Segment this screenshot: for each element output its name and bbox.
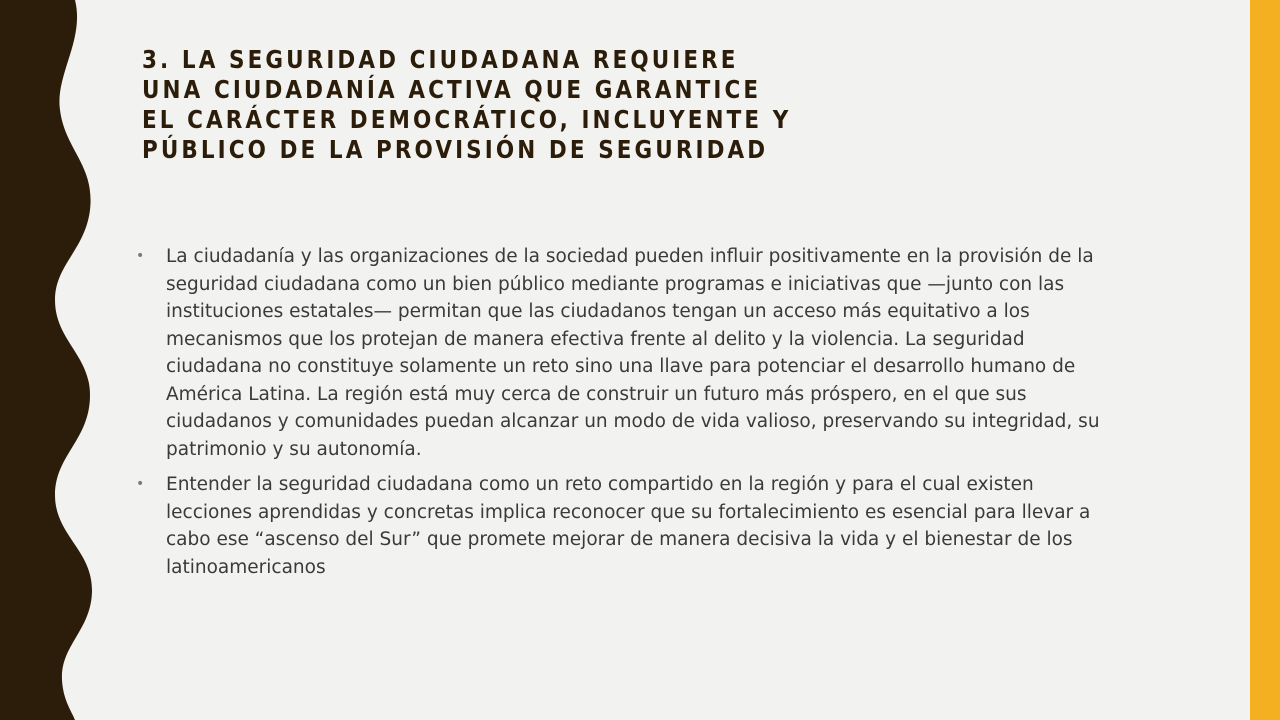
text-line: latinoamericanos [166, 556, 326, 578]
bullet-text [166, 243, 1216, 463]
right-accent-stripe [1250, 0, 1280, 720]
title-line: EL CARÁCTER DEMOCRÁTICO, INCLUYENTE Y [142, 105, 792, 134]
text-line: ciudadana no constituye solamente un reto sino una llave para potenciar el desarrollo humano de [166, 356, 1076, 377]
text-line: seguridad ciudadana como un bien público mediante programas e iniciativas que —junto con las [166, 273, 1065, 295]
title-line: UNA CIUDADANÍA ACTIVA QUE GARANTICE [142, 75, 762, 104]
bullet-dot-icon: • [136, 476, 145, 492]
bullet-item [136, 243, 1216, 463]
text-line: Entender la seguridad ciudadana como un reto compartido en la región y para el cual existen [166, 474, 1034, 495]
text-line: La ciudadanía y las organizaciones de la sociedad pueden influir positivamente en la provisión de la [166, 246, 1094, 267]
text-line: ciudadanos y comunidades puedan alcanzar un modo de vida valioso, preservando su integridad, su [166, 411, 1100, 432]
bullet-item [136, 471, 1216, 581]
bullet-text [166, 471, 1216, 581]
wave-shape [0, 0, 92, 720]
text-line: América Latina. La región está muy cerca de construir un futuro más próspero, en el que sus [166, 383, 1027, 405]
text-line: instituciones estatales— permitan que las ciudadanos tengan un acceso más equitativo a los [166, 301, 1030, 322]
text-line: patrimonio y su autonomía. [166, 438, 422, 460]
title-line: 3. LA SEGURIDAD CIUDADANA REQUIERE [142, 45, 739, 74]
text-line: lecciones aprendidas y concretas implica reconocer que su fortalecimiento es esencial para llevar a [166, 501, 1091, 523]
left-wave-band [0, 0, 110, 720]
text-line: mecanismos que los protejan de manera efectiva frente al delito y la violencia. La seguridad [166, 328, 1025, 350]
bullet-dot-icon: • [136, 248, 145, 264]
slide-title [142, 45, 1002, 165]
title-line: PÚBLICO DE LA PROVISIÓN DE SEGURIDAD [142, 135, 769, 164]
bullet-list [136, 243, 1216, 589]
text-line: cabo ese “ascenso del Sur” que promete mejorar de manera decisiva la vida y el bienestar de los [166, 529, 1073, 550]
